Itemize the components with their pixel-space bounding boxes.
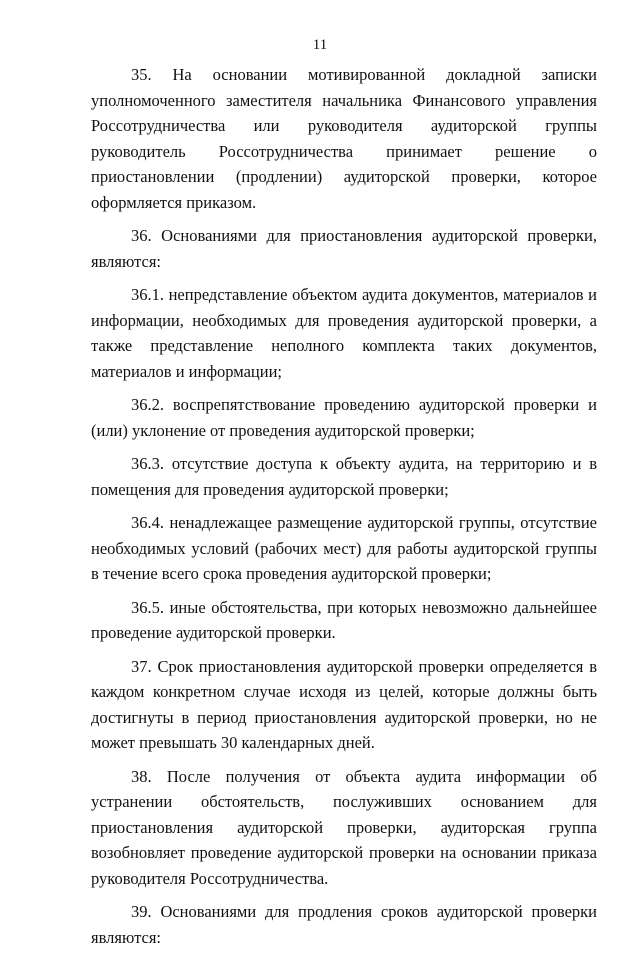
- paragraph-39: 39. Основаниями для продления сроков аудиторской проверки являются:: [91, 902, 597, 947]
- paragraph-36-5: 36.5. иные обстоятельства, при которых невозможно дальнейшее проведение аудиторской проверки.: [91, 597, 597, 642]
- paragraph-36-2: 36.2. воспрепятствование проведению аудиторской проверки и (или) уклонение от проведения аудиторской проверки;: [91, 395, 597, 440]
- paragraph-36-1: 36.1. непредставление объектом аудита документов, материалов и информации, необходимых для проведения аудиторской проверки, а также представление неполного комплекта таких документов, материалов и информации;: [91, 285, 597, 381]
- paragraph-36: 36. Основаниями для приостановления аудиторской проверки, являются:: [91, 226, 597, 271]
- paragraph-36-4: 36.4. ненадлежащее размещение аудиторской группы, отсутствие необходимых условий (рабочих мест) для работы аудиторской группы в течение всего срока проведения аудиторской проверки;: [91, 513, 597, 583]
- paragraph-38: 38. После получения от объекта аудита информации об устранении обстоятельств, послуживших основанием для приостановления аудиторской проверки, аудиторская группа возобновляет проведение аудиторской проверки на основании приказа руководителя Россотрудничества.: [91, 766, 597, 888]
- paragraph-36-3: 36.3. отсутствие доступа к объекту аудита, на территорию и в помещения для проведения аудиторской проверки;: [91, 454, 597, 499]
- paragraph-35: 35. На основании мотивированной докладной записки уполномоченного заместителя начальника Финансового управления Россотрудничества или руководителя аудиторской группы руководитель Россотрудничества принимает решение о приостановлении (продлении) аудиторской проверки, которое оформляется приказом.: [91, 65, 597, 212]
- paragraph-37: 37. Срок приостановления аудиторской проверки определяется в каждом конкретном случае исходя из целей, которые должны быть достигнуты в период приостановления аудиторской проверки, но не может превышать 30 календарных дней.: [91, 656, 597, 752]
- page-number: 11: [312, 37, 328, 53]
- document-body: [91, 62, 597, 958]
